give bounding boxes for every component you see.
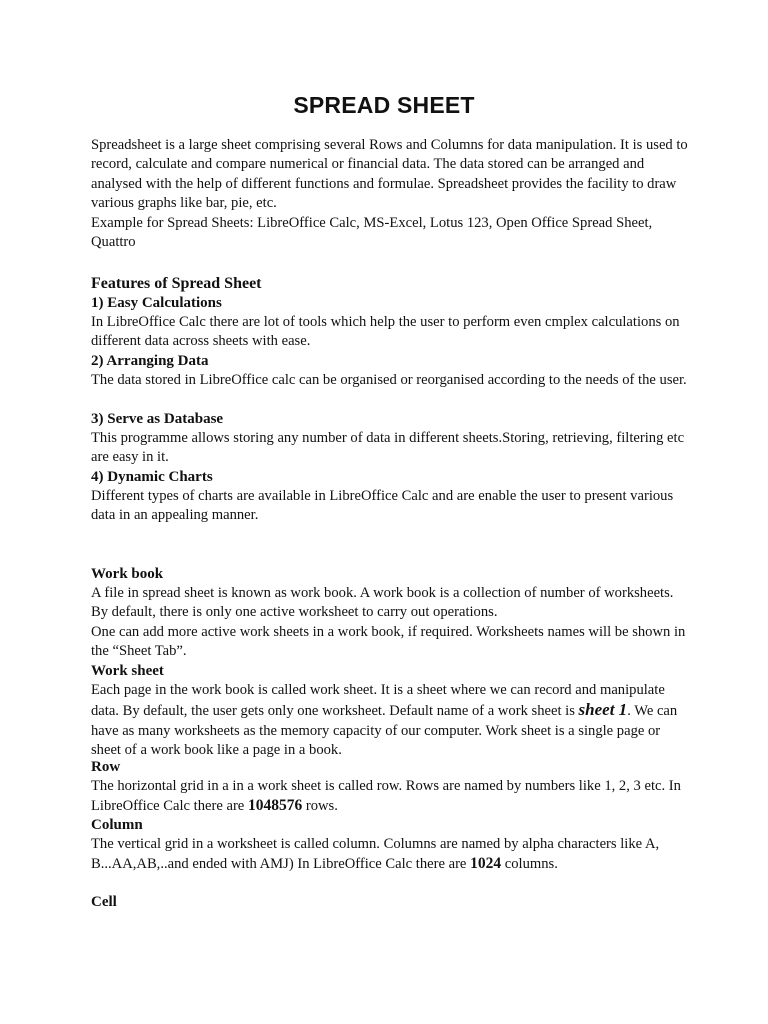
worksheet-text-after: . We can have as many worksheets as the memory capacity of our computer. Work sheet is a single page or sheet of a work book like a page in a book.: [91, 703, 678, 759]
feature-heading-arranging-data: 2) Arranging Data: [91, 353, 209, 369]
intro-paragraph: [91, 136, 691, 252]
feature-text-easy-calculations: In LibreOffice Calc there are lot of tools which help the user to perform even cmplex calculations on different data across sheets with ease.: [91, 314, 680, 350]
worksheet-heading: Work sheet: [91, 663, 164, 679]
intro-text: Spreadsheet is a large sheet comprising several Rows and Columns for data manipulation. It is used to record, calculate and compare numerical or financial data. The data stored can be arranged and analysed with the help of different functions and formulae. Spreadsheet provides the facility to draw various graphs like bar, pie, etc.: [91, 137, 688, 212]
worksheet-default-name: sheet 1: [578, 700, 628, 720]
workbook-text-2: One can add more active work sheets in a work book, if required. Worksheets names will be shown in the “Sheet Tab”.: [91, 623, 686, 660]
example-text: Example for Spread Sheets: LibreOffice Calc, MS-Excel, Lotus 123, Open Office Spread Sheet, Quattro: [91, 214, 653, 251]
worksheet-text-before: Each page in the work book is called work sheet. It is a sheet where we can record and manipulate data. By default, the user gets only one worksheet. Default name of a work sheet is: [91, 682, 665, 720]
row-count: 1048576: [247, 797, 303, 815]
column-paragraph: [91, 835, 691, 875]
column-heading: Column: [91, 817, 143, 833]
row-text-before: The horizontal grid in a in a work sheet is called row. Rows are named by numbers like 1, 2, 3 etc. In LibreOffice Calc there are: [91, 778, 681, 815]
row-text-after: rows.: [305, 798, 338, 815]
cell-heading: Cell: [91, 894, 117, 910]
feature-text-serve-as-database: This programme allows storing any number of data in different sheets.Storing, retrieving, filtering etc are easy in it.: [91, 430, 685, 466]
features-heading: Features of Spread Sheet: [91, 275, 262, 292]
column-text-after: columns.: [504, 856, 558, 873]
feature-text-dynamic-charts: Different types of charts are available in LibreOffice Calc and are enable the user to present various data in an appealing manner.: [91, 488, 674, 524]
workbook-paragraph: [91, 584, 691, 662]
workbook-text-1: A file in spread sheet is known as work book. A work book is a collection of number of worksheets. By default, there is only one active worksheet to carry out operations.: [91, 585, 674, 621]
page-title: SPREAD SHEET: [293, 92, 475, 118]
feature-heading-easy-calculations: 1) Easy Calculations: [91, 295, 222, 311]
feature-heading-serve-as-database: 3) Serve as Database: [91, 411, 224, 427]
row-paragraph: [91, 777, 691, 817]
workbook-heading: Work book: [91, 566, 164, 582]
feature-heading-dynamic-charts: 4) Dynamic Charts: [91, 469, 213, 485]
feature-text-arranging-data: The data stored in LibreOffice calc can be organised or reorganised according to the needs of the user.: [91, 372, 687, 388]
column-count: 1024: [470, 855, 502, 873]
row-heading: Row: [91, 759, 121, 775]
column-text-before: The vertical grid in a worksheet is called column. Columns are named by alpha characters like A, B...AA,AB,..and ended with AMJ) In LibreOffice Calc there are: [91, 836, 660, 873]
worksheet-paragraph: [91, 681, 691, 761]
